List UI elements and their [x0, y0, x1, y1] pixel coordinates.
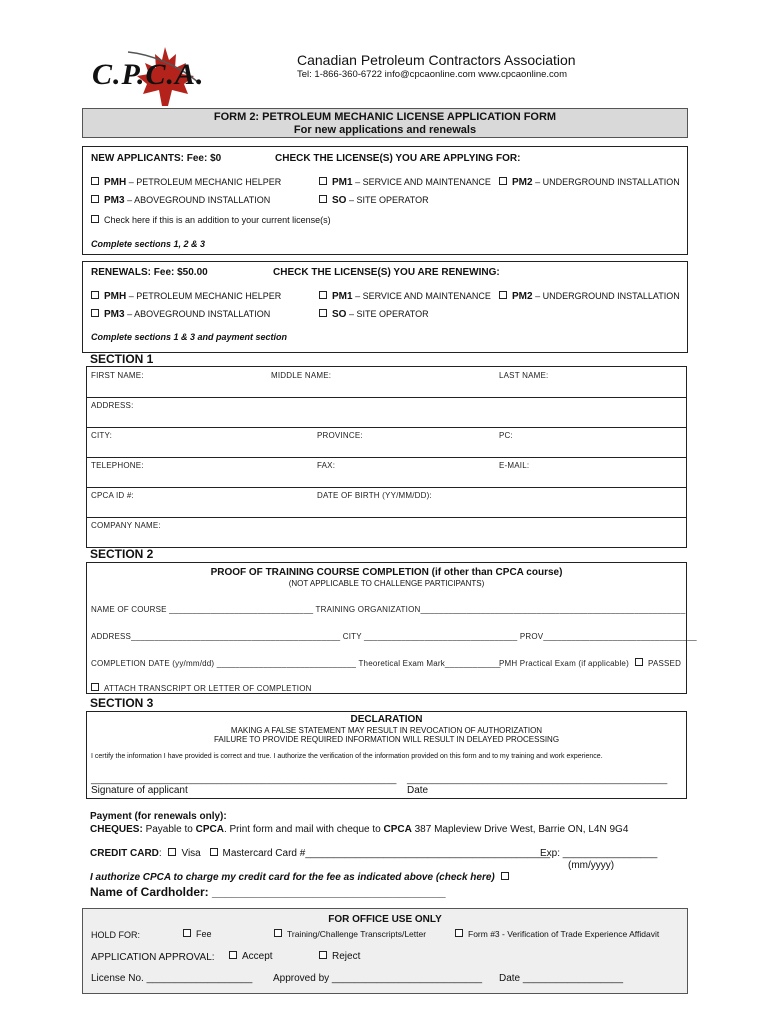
org-name: Canadian Petroleum Contractors Association — [297, 52, 576, 68]
section2-box — [86, 562, 697, 694]
cardholder-name-field[interactable]: Name of Cardholder: ___________________________________ — [90, 885, 446, 899]
section3-box — [86, 711, 687, 799]
declaration-heading: DECLARATION — [350, 714, 423, 725]
section2-heading: PROOF OF TRAINING COURSE COMPLETION (if other than CPCA course) — [210, 567, 563, 578]
section1-title: SECTION 1 — [90, 352, 154, 366]
cheques-line: CHEQUES: Payable to CPCA. Print form and mail with cheque to CPCA 387 Mapleview Drive West, Barrie ON, L4N 9G4 — [90, 824, 629, 835]
section2-title: SECTION 2 — [90, 547, 154, 561]
visa-option[interactable]: Visa — [168, 848, 200, 859]
office-use-title: FOR OFFICE USE ONLY — [328, 914, 442, 925]
new-pmh-option[interactable]: PMH – PETROLEUM MECHANIC HELPER — [91, 177, 281, 188]
checkbox[interactable] — [319, 951, 327, 959]
checkbox[interactable] — [499, 291, 507, 299]
certify-text: I certify the information I have provided is correct and true. I authorize the verification of the information provided on this form and to my training and work experience. — [91, 753, 603, 760]
date-label: Date — [407, 785, 429, 796]
office-use-box — [82, 908, 688, 994]
checkbox[interactable] — [168, 848, 176, 856]
renew-pmh-option[interactable]: PMH – PETROLEUM MECHANIC HELPER — [91, 291, 281, 302]
pc-field[interactable]: PC: — [499, 431, 513, 440]
middle-name-field[interactable]: MIDDLE NAME: — [271, 371, 332, 380]
cpca-id-field[interactable]: CPCA ID #: — [91, 491, 134, 500]
email-field[interactable]: E-MAIL: — [499, 461, 530, 470]
dob-field[interactable]: DATE OF BIRTH (YY/MM/DD): — [317, 491, 432, 500]
renew-fee-label: RENEWALS: Fee: $50.00 — [91, 267, 208, 278]
new-fee-label: NEW APPLICANTS: Fee: $0 — [91, 153, 222, 164]
contact-info: Tel: 1-866-360-6722 info@cpcaonline.com www.cpcaonline.com — [297, 69, 567, 80]
new-complete-note: Complete sections 1, 2 & 3 — [91, 239, 206, 249]
attach-transcript-option[interactable]: ATTACH TRANSCRIPT OR LETTER OF COMPLETION — [91, 683, 312, 693]
addition-option[interactable]: Check here if this is an addition to your current license(s) — [91, 215, 331, 225]
checkbox[interactable] — [91, 215, 99, 223]
telephone-field[interactable]: TELEPHONE: — [91, 461, 144, 470]
last-name-field[interactable]: LAST NAME: — [499, 371, 549, 380]
checkbox[interactable] — [91, 309, 99, 317]
checkbox[interactable] — [229, 951, 237, 959]
checkbox[interactable] — [319, 291, 327, 299]
company-name-field[interactable]: COMPANY NAME: — [91, 521, 161, 530]
checkbox[interactable] — [319, 309, 327, 317]
renew-pm3-option[interactable]: PM3 – ABOVEGROUND INSTALLATION — [91, 309, 270, 320]
approved-by-field[interactable]: Approved by ___________________________ — [273, 973, 483, 984]
renewals-box — [82, 261, 688, 353]
new-so-option[interactable]: SO – SITE OPERATOR — [319, 195, 429, 206]
checkbox[interactable] — [319, 177, 327, 185]
renew-check-label: CHECK THE LICENSE(S) YOU ARE RENEWING: — [273, 267, 500, 278]
city-field[interactable]: CITY: — [91, 431, 113, 440]
completion-date-line[interactable]: COMPLETION DATE (yy/mm/dd) ______________________________ Theoretical Exam Mark____________ — [91, 659, 501, 668]
province-field[interactable]: PROVINCE: — [317, 431, 363, 440]
new-pm2-option[interactable]: PM2 – UNDERGROUND INSTALLATION — [499, 177, 680, 188]
mastercard-option[interactable]: Mastercard Card #____________________________________________ — [210, 848, 551, 859]
checkbox[interactable] — [319, 195, 327, 203]
checkbox[interactable] — [91, 291, 99, 299]
reject-option[interactable]: Reject — [319, 951, 360, 962]
checkbox[interactable] — [274, 929, 282, 937]
hold-form3-option[interactable]: Form #3 - Verification of Trade Experience Affidavit — [455, 929, 659, 939]
payment-title: Payment (for renewals only): — [90, 811, 227, 822]
credit-card-line: CREDIT CARD: Visa Mastercard Card #____________________________________________ — [90, 848, 551, 859]
renew-pm2-option[interactable]: PM2 – UNDERGROUND INSTALLATION — [499, 291, 680, 302]
renew-complete-note: Complete sections 1 & 3 and payment section — [91, 332, 288, 342]
new-pm3-option[interactable]: PM3 – ABOVEGROUND INSTALLATION — [91, 195, 270, 206]
new-pm1-option[interactable]: PM1 – SERVICE AND MAINTENANCE — [319, 177, 491, 188]
hold-fee-option[interactable]: Fee — [183, 929, 212, 939]
checkbox[interactable] — [455, 929, 463, 937]
warning-line-1: MAKING A FALSE STATEMENT MAY RESULT IN REVOCATION OF AUTHORIZATION — [230, 726, 543, 735]
new-applicants-box — [82, 146, 688, 255]
signature-label: Signature of applicant — [91, 785, 188, 796]
address-city-prov-line[interactable]: ADDRESS_____________________________________________ CITY _________________________________ PROV_________________________________ — [91, 632, 697, 641]
section3-title: SECTION 3 — [90, 696, 154, 710]
first-name-field[interactable]: FIRST NAME: — [91, 371, 144, 380]
renew-pm1-option[interactable]: PM1 – SERVICE AND MAINTENANCE — [319, 291, 491, 302]
checkbox[interactable] — [210, 848, 218, 856]
expiry-format: (mm/yyyy) — [568, 860, 615, 871]
checkbox[interactable] — [499, 177, 507, 185]
logo-text: C.P.C.A. — [92, 58, 205, 91]
form-title-box — [82, 108, 688, 138]
signature-line[interactable]: _____________________________________________________________ — [91, 774, 397, 784]
renew-so-option[interactable]: SO – SITE OPERATOR — [319, 309, 429, 320]
hold-training-option[interactable]: Training/Challenge Transcripts/Letter — [274, 929, 426, 939]
accept-option[interactable]: Accept — [229, 951, 273, 962]
fax-field[interactable]: FAX: — [317, 461, 336, 470]
date-line[interactable]: ____________________________________________________ — [407, 774, 668, 784]
new-check-label: CHECK THE LICENSE(S) YOU ARE APPLYING FOR: — [275, 153, 521, 164]
course-name-line[interactable]: NAME OF COURSE _______________________________ TRAINING ORGANIZATION_________________________________________________________ — [91, 605, 686, 614]
section2-subheading: (NOT APPLICABLE TO CHALLENGE PARTICIPANTS) — [288, 579, 485, 588]
checkbox[interactable] — [501, 872, 509, 880]
approval-label: APPLICATION APPROVAL: — [91, 952, 215, 963]
license-no-field[interactable]: License No. ___________________ — [91, 973, 253, 984]
form-subtitle: For new applications and renewals — [293, 124, 477, 136]
pmh-practical-exam: PMH Practical Exam (if applicable) — [499, 659, 629, 668]
warning-line-2: FAILURE TO PROVIDE REQUIRED INFORMATION WILL RESULT IN DELAYED PROCESSING — [213, 735, 560, 744]
checkbox[interactable] — [91, 177, 99, 185]
checkbox[interactable] — [91, 195, 99, 203]
form-title: FORM 2: PETROLEUM MECHANIC LICENSE APPLICATION FORM — [213, 111, 557, 123]
authorize-charge[interactable]: I authorize CPCA to charge my credit card for the fee as indicated above (check here) — [90, 872, 514, 883]
expiry-field[interactable]: Exp: _________________ — [540, 848, 658, 859]
checkbox[interactable] — [91, 683, 99, 691]
office-date-field[interactable]: Date __________________ — [499, 973, 624, 984]
passed-option[interactable]: PASSED — [635, 658, 681, 668]
address-field[interactable]: ADDRESS: — [91, 401, 134, 410]
checkbox[interactable] — [183, 929, 191, 937]
section1-box — [86, 366, 687, 548]
checkbox[interactable] — [635, 658, 643, 666]
hold-for-label: HOLD FOR: — [91, 930, 141, 940]
logo — [88, 44, 238, 110]
